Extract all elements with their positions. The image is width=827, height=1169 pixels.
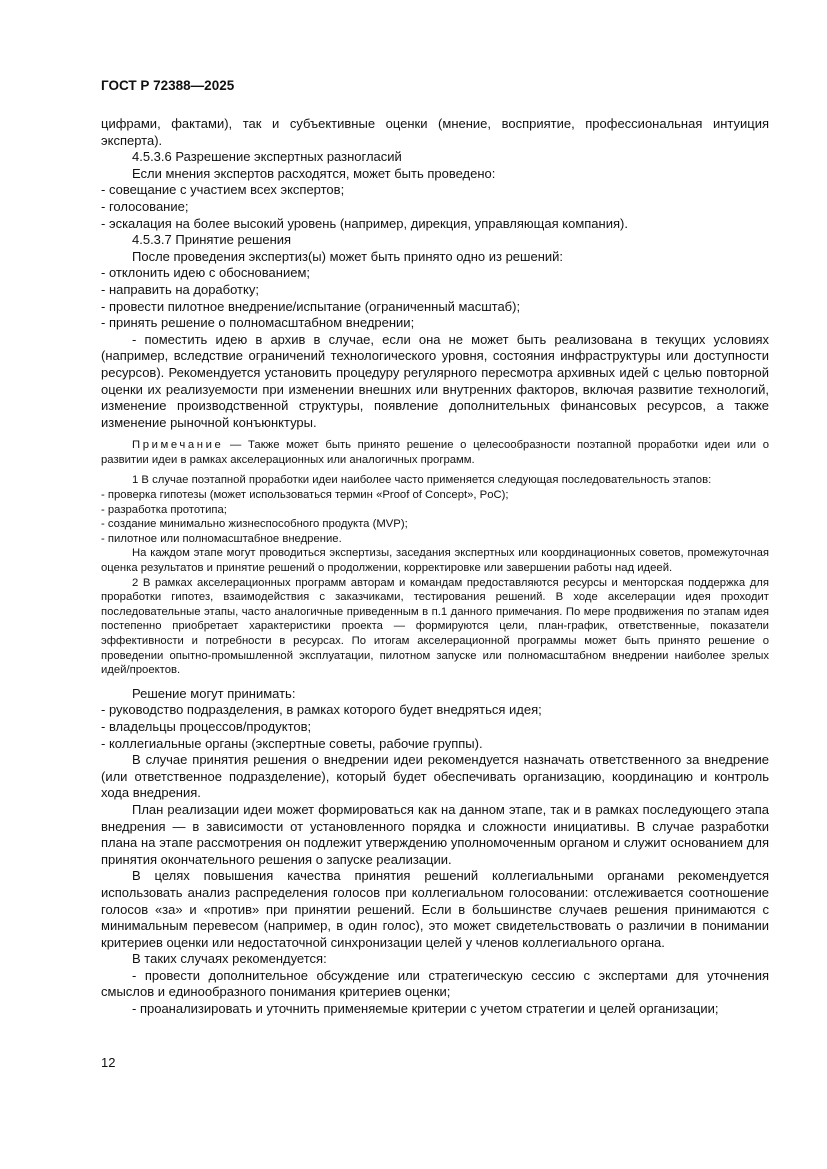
paragraph: В целях повышения качества принятия решений коллегиальными органами рекомендуется использовать анализ распределения голосов при коллегиальном голосовании: отслеживается соотношение голосов «за» и «против» при принятии решений. Если в большинстве случаев решения принимаются с минимальным перевесом (например, в один голос), это может свидетельствовать о различии в понимании критериев оценки или недостаточной синхронизации целей у членов коллегиального органа. [101, 868, 769, 950]
section-title-4-5-3-6: 4.5.3.6 Разрешение экспертных разногласий [132, 149, 402, 165]
list-item: - провести пилотное внедрение/испытание (ограниченный масштаб); [101, 298, 521, 314]
note-paragraph [101, 438, 769, 467]
list-item: - отклонить идею с обоснованием; [101, 265, 310, 281]
list-item: - провести дополнительное обсуждение или стратегическую сессию с экспертами для уточнения смыслов и единообразного понимания критериев оценки; [101, 967, 769, 1000]
list-item: - принять решение о полномасштабном внедрении; [101, 315, 415, 331]
list-item: - эскалация на более высокий уровень (например, дирекция, управляющая компания). [101, 215, 628, 231]
note-paragraph: На каждом этапе могут проводиться экспертизы, заседания экспертных или координационных советов, промежуточная оценка результатов и принятие решений о продолжении, корректировке или завершении работы над идеей. [101, 547, 769, 575]
list-item: - коллегиальные органы (экспертные советы, рабочие группы). [101, 735, 483, 751]
note-list-item: - пилотное или полномасштабное внедрение. [101, 532, 342, 545]
note-list-item: - создание минимально жизнеспособного продукта (MVP); [101, 518, 408, 531]
list-item: - руководство подразделения, в рамках которого будет внедряться идея; [101, 702, 542, 718]
list-item: - проанализировать и уточнить применяемые критерии с учетом стратегии и целей организации; [132, 1001, 719, 1017]
list-item: - голосование; [101, 198, 189, 214]
note-item-1: 1 В случае поэтапной проработки идеи наиболее часто применяется следующая последовательность этапов: [132, 474, 712, 487]
note-text: — Также может быть принято решение о целесообразности поэтапной проработки идеи или о развитии идеи в рамках акселерационных или аналогичных программ. [101, 439, 769, 466]
note-item-2: 2 В рамках акселерационных программ авторам и командам предоставляются ресурсы и менторская поддержка для проработки гипотез, взаимодействия с заказчиками, тестирования решений. В ходе акселерации идея проходит последовательные этапы, часто аналогичные приведенным в п.1 данного примечания. По мере продвижения по этапам идея постепенно приобретает характеристики проекта — формируются цели, план-график, ответственные, показатели эффективности и потребности в ресурсах. По итогам акселерационной программы может быть принято решение о проведении опытно-промышленной эксплуатации, пилотном запуске или полномасштабном внедрении наиболее зрелых идей/проектов. [101, 576, 769, 677]
list-item: - направить на доработку; [101, 281, 259, 297]
document-header: ГОСТ Р 72388—2025 [101, 78, 235, 93]
list-item: - поместить идею в архив в случае, если она не может быть реализована в текущих условиях (например, вследствие ограничений технологического уровня, состояния инфраструктуры или доступности ресурсов). Рекомендуется установить процедуру регулярного пересмотра архивных идей с целью повторной оценки их реализуемости при изменении внешних или внутренних факторов, включая развитие технологий, изменение производственной структуры, появление дополнительных финансовых ресурсов, а также изменение рыночной конъюнктуры. [101, 331, 769, 430]
paragraph: В таких случаях рекомендуется: [132, 951, 327, 967]
paragraph: После проведения экспертиз(ы) может быть принято одно из решений: [132, 248, 564, 264]
note-list-item: - разработка прототипа; [101, 503, 227, 516]
paragraph: Решение могут принимать: [132, 685, 296, 701]
note-label: Примечание [132, 439, 224, 452]
page-number: 12 [101, 1055, 116, 1070]
section-title-4-5-3-7: 4.5.3.7 Принятие решения [132, 232, 292, 248]
paragraph: цифрами, фактами), так и субъективные оценки (мнение, восприятие, профессиональная интуиция эксперта). [101, 116, 769, 148]
note-list-item: - проверка гипотезы (может использоваться термин «Proof of Concept», PoC); [101, 489, 509, 502]
list-item: - совещание с участием всех экспертов; [101, 182, 345, 198]
list-item: - владельцы процессов/продуктов; [101, 718, 312, 734]
paragraph: План реализации идеи может формироваться как на данном этапе, так и в рамках последующего этапа внедрения — в зависимости от установленного порядка и сложности инициативы. В случае разработки плана на этапе рассмотрения он подлежит утверждению уполномоченным органом и служит основанием для принятия окончательного решения о запуске реализации. [101, 801, 769, 867]
paragraph: Если мнения экспертов расходятся, может быть проведено: [132, 165, 496, 181]
paragraph: В случае принятия решения о внедрении идеи рекомендуется назначать ответственного за внедрение (или ответственное подразделение), который будет обеспечивать организацию, координацию и контроль хода внедрения. [101, 752, 769, 801]
page-content [101, 116, 769, 1018]
note-block [101, 438, 769, 678]
